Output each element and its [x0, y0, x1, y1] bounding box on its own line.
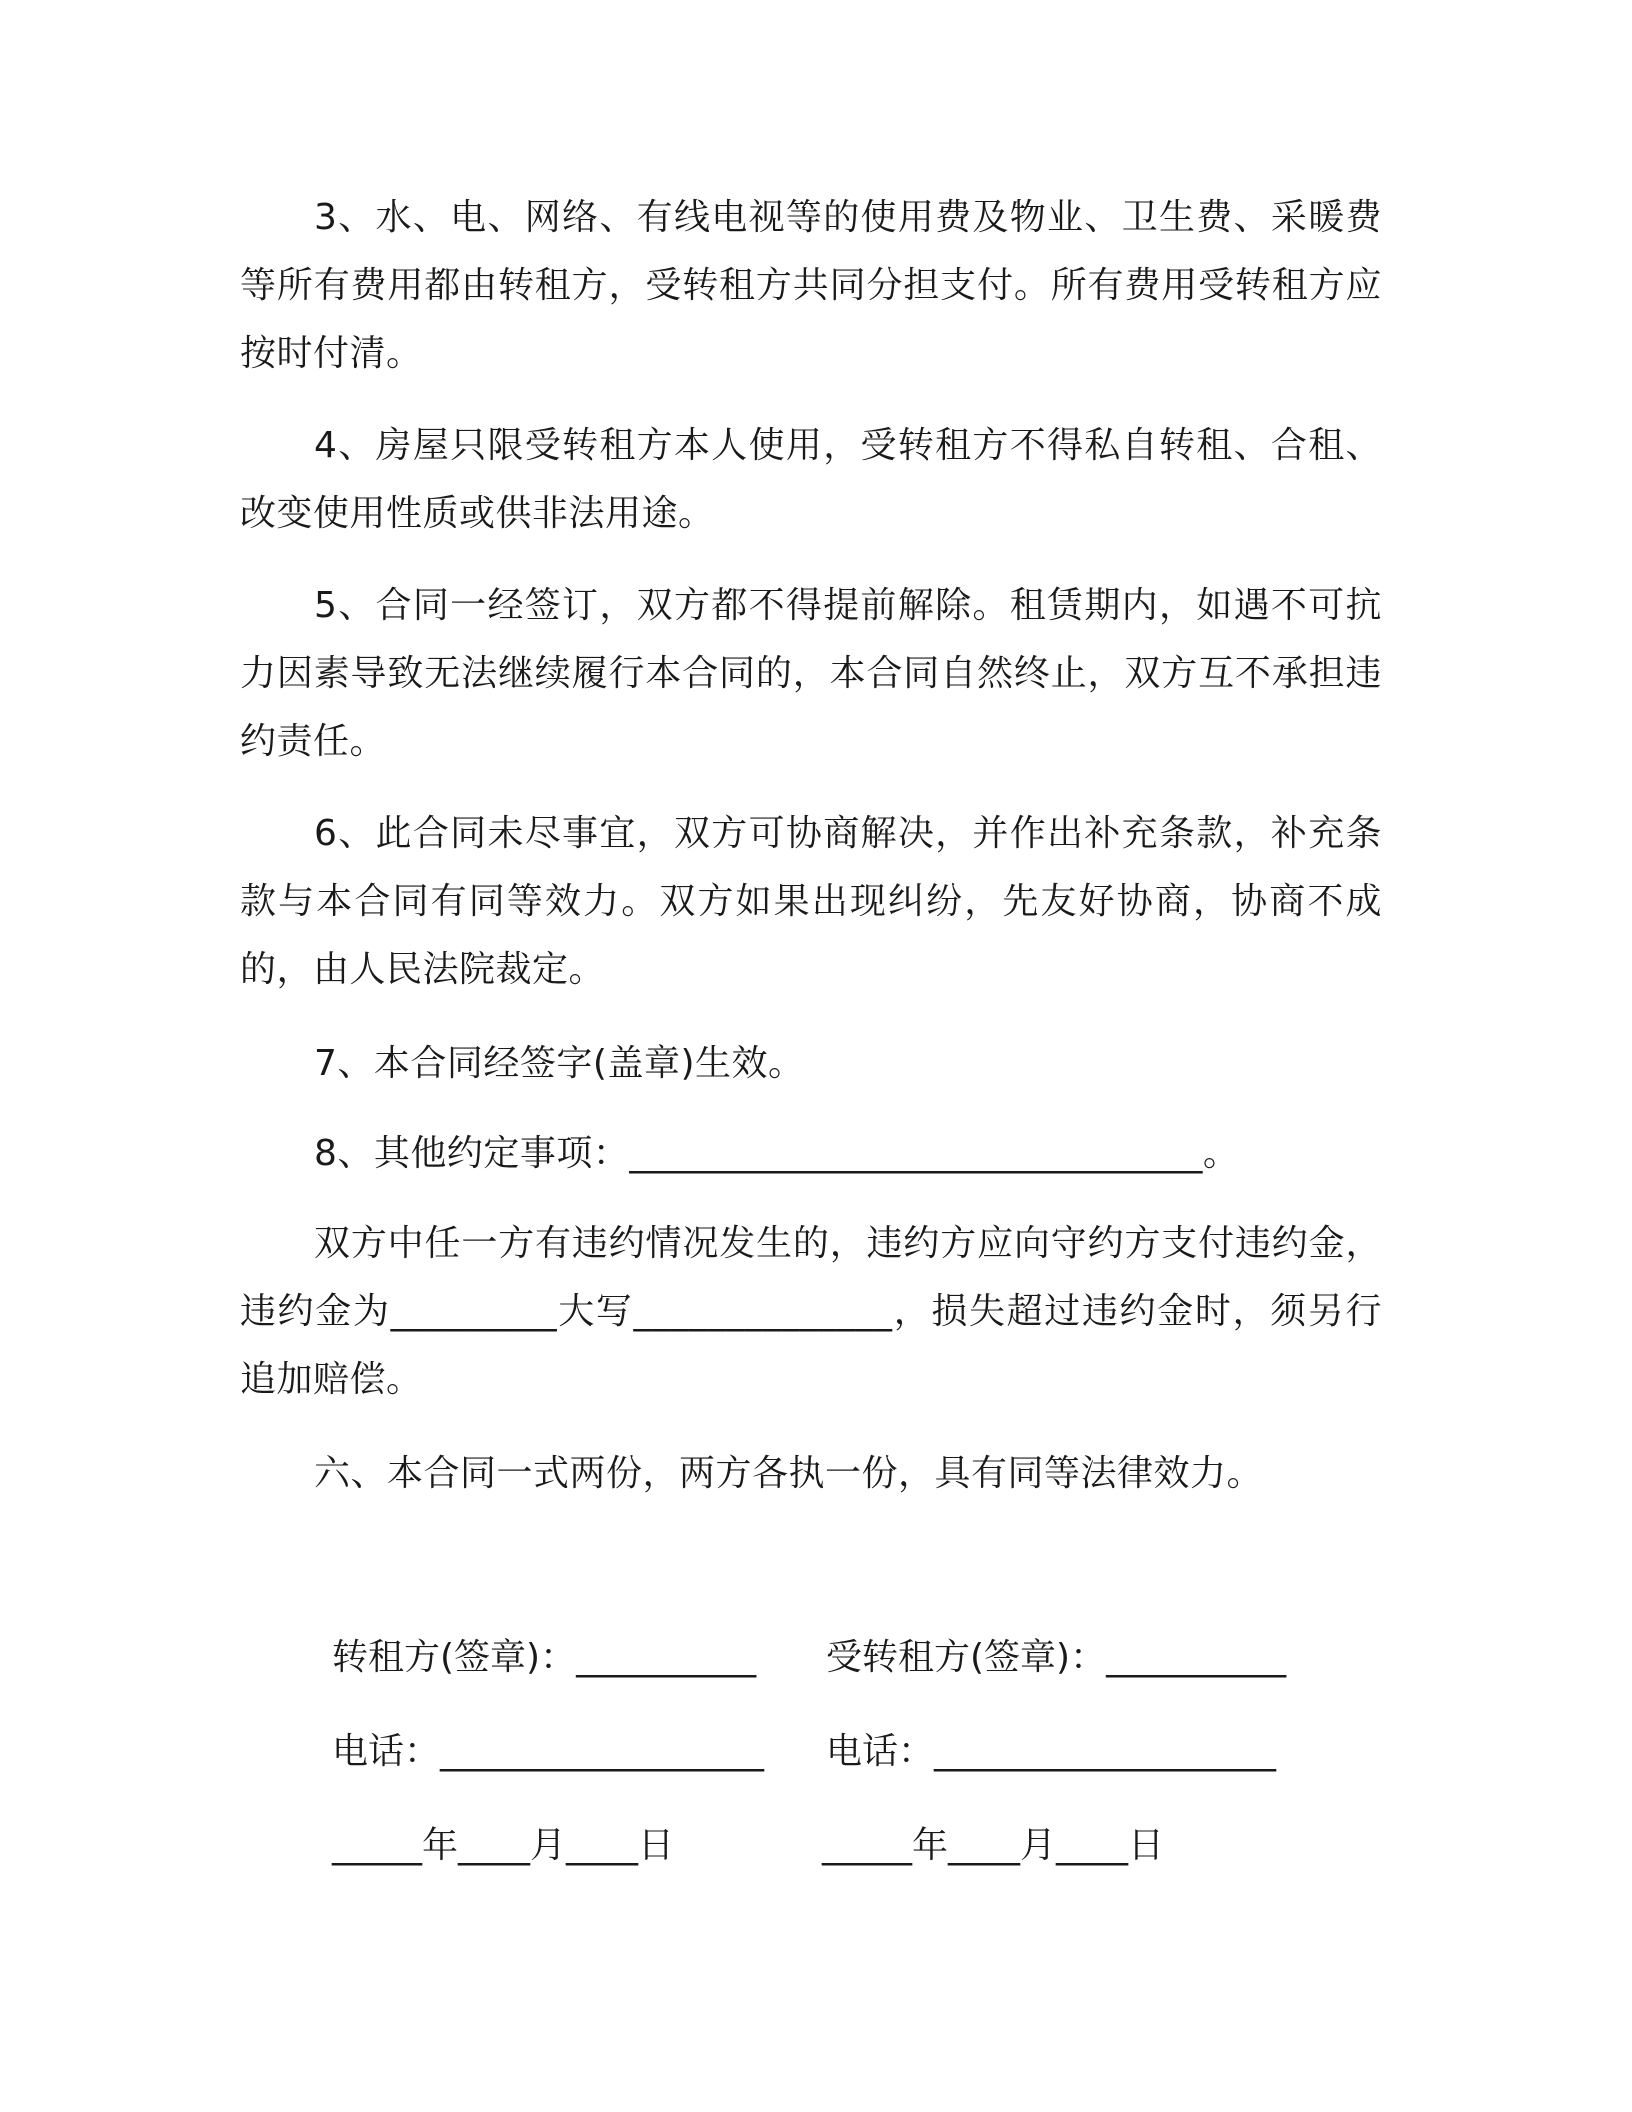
breach-clause: 双方中任一方有违约情况发生的，违约方应向守约方支付违约金，违约金为_________大写______________，损失超过违约金时，须另行追加赔偿。	[240, 1223, 1382, 1400]
clause-six: 六、本合同一式两份，两方各执一份，具有同等法律效力。	[314, 1453, 1264, 1494]
clause-8: 8、其他约定事项：_______________________________。	[314, 1133, 1240, 1174]
clause-5: 5、合同一经签订，双方都不得提前解除。租赁期内，如遇不可抗力因素导致无法继续履行本合同的，本合同自然终止，双方互不承担违约责任。	[240, 585, 1382, 762]
right-sign-line: 受转租方(签章)：__________	[826, 1637, 1287, 1678]
clause-4: 4、房屋只限受转租方本人使用，受转租方不得私自转租、合租、改变使用性质或供非法用途。	[240, 425, 1382, 534]
left-phone-line: 电话：__________________	[332, 1731, 765, 1772]
clause-6: 6、此合同未尽事宜，双方可协商解决，并作出补充条款，补充条款与本合同有同等效力。双方如果出现纠纷，先友好协商，协商不成的，由人民法院裁定。	[240, 813, 1382, 990]
left-date-line: _____年____月____日	[332, 1825, 674, 1866]
right-date-line: _____年____月____日	[822, 1825, 1164, 1866]
clause-7: 7、本合同经签字(盖章)生效。	[314, 1043, 805, 1084]
right-phone-line: 电话：___________________	[826, 1731, 1277, 1772]
left-sign-line: 转租方(签章)：__________	[332, 1637, 757, 1678]
clause-3: 3、水、电、网络、有线电视等的使用费及物业、卫生费、采暖费等所有费用都由转租方，受转租方共同分担支付。所有费用受转租方应按时付清。	[240, 197, 1382, 374]
